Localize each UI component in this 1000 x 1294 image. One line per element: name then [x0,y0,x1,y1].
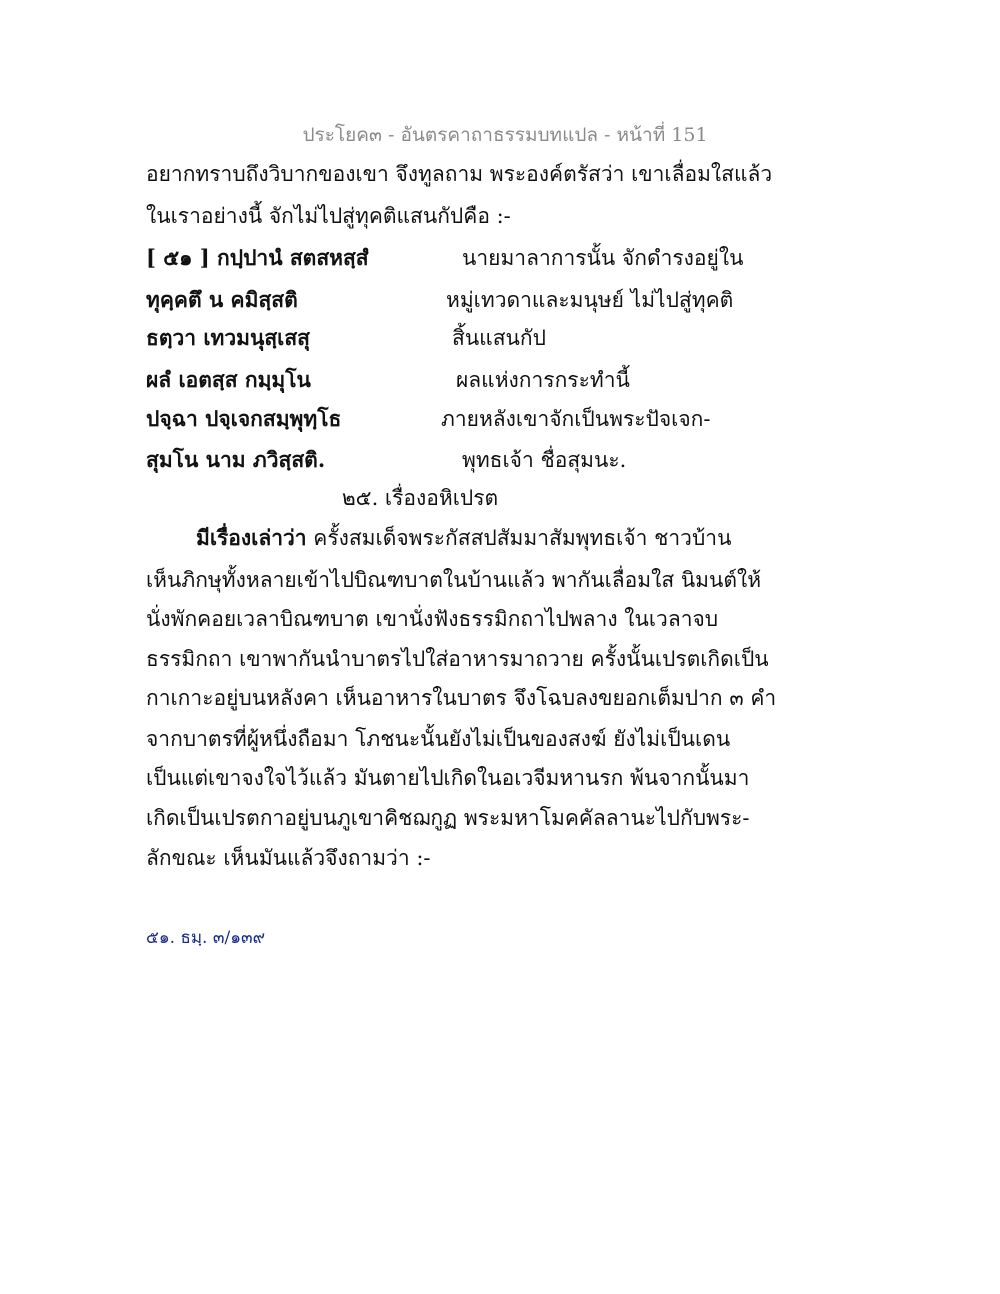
story-line-6: จากบาตรที่ผู้หนึ่งถือมา โภชนะนั้นยังไม่เป็นของสงฆ์ ยังไม่เป็นเดน [146,727,731,751]
verse-thai-line-6: พุทธเจ้า ชื่อสุมนะ. [462,448,627,472]
intro-line-1: อยากทราบถึงวิบากของเขา จึงทูลถาม พระองค์ตรัสว่า เขาเลื่อมใสแล้ว [146,162,773,186]
story-lead: มีเรื่องเล่าว่า [196,525,307,550]
verse-pali-line-4: ผลํ เอตสฺส กมฺมุโน [146,367,311,392]
verse-pali-line-2: ทุคฺคตึ น คมิสฺสติ [146,287,298,312]
verse-thai-line-4: ผลแห่งการกระทำนี้ [456,368,630,392]
story-line-3: นั่งพักคอยเวลาบิณฑบาต เขานั่งฟังธรรมิกถาไปพลาง ในเวลาจบ [146,607,719,631]
intro-line-2: ในเราอย่างนี้ จักไม่ไปสู่ทุคติแสนกัปคือ :- [146,204,511,228]
verse-pali-line-5: ปจฺฉา ปจฺเจกสมฺพุทฺโธ [146,406,342,431]
verse-thai-line-2: หมู่เทวดาและมนุษย์ ไม่ไปสู่ทุคติ [446,288,734,312]
story-line-1 [196,524,731,552]
verse-pali-line-1: [ ๕๑ ] กปฺปานํ สตสหสฺสํ [146,245,369,270]
page-header-text: ประโยค๓ - อันตรคาถาธรรมบทแปล - หน้าที่ 151 [302,124,708,146]
verse-thai-line-5: ภายหลังเขาจักเป็นพระปัจเจก- [441,407,711,431]
story-title: ๒๕. เรื่องอหิเปรต [341,486,499,510]
story-line-4: ธรรมิกถา เขาพากันนำบาตรไปใส่อาหารมาถวาย ครั้งนั้นเปรตเกิดเป็น [146,647,769,671]
page-header [0,120,1000,150]
story-line-7: เป็นแต่เขาจงใจไว้แล้ว มันตายไปเกิดในอเวจีมหานรก พ้นจากนั้นมา [146,766,750,790]
story-line-9: ลักขณะ เห็นมันแล้วจึงถามว่า :- [146,846,431,870]
verse-pali-line-3: ธตฺวา เทวมนุสฺเสสุ [146,325,310,350]
story-line-2: เห็นภิกษุทั้งหลายเข้าไปบิณฑบาตในบ้านแล้ว พากันเลื่อมใส นิมนต์ให้ [146,568,762,592]
verse-thai-line-3: สิ้นแสนกัป [452,326,546,350]
story-line-1-text: ครั้งสมเด็จพระกัสสปสัมมาสัมพุทธเจ้า ชาวบ้าน [306,526,732,550]
footnote: ๕๑. ธมฺ. ๓/๑๓๙ [146,928,266,948]
story-line-5: กาเกาะอยู่บนหลังคา เห็นอาหารในบาตร จึงโฉบลงขยอกเต็มปาก ๓ คำ [146,686,777,710]
verse-thai-line-1: นายมาลาการนั้น จักดำรงอยู่ใน [462,246,744,270]
story-line-8: เกิดเป็นเปรตกาอยู่บนภูเขาคิชฌกูฏ พระมหาโมคคัลลานะไปกับพระ- [146,806,750,830]
verse-pali-line-6: สุมโน นาม ภวิสฺสติ. [146,447,326,472]
